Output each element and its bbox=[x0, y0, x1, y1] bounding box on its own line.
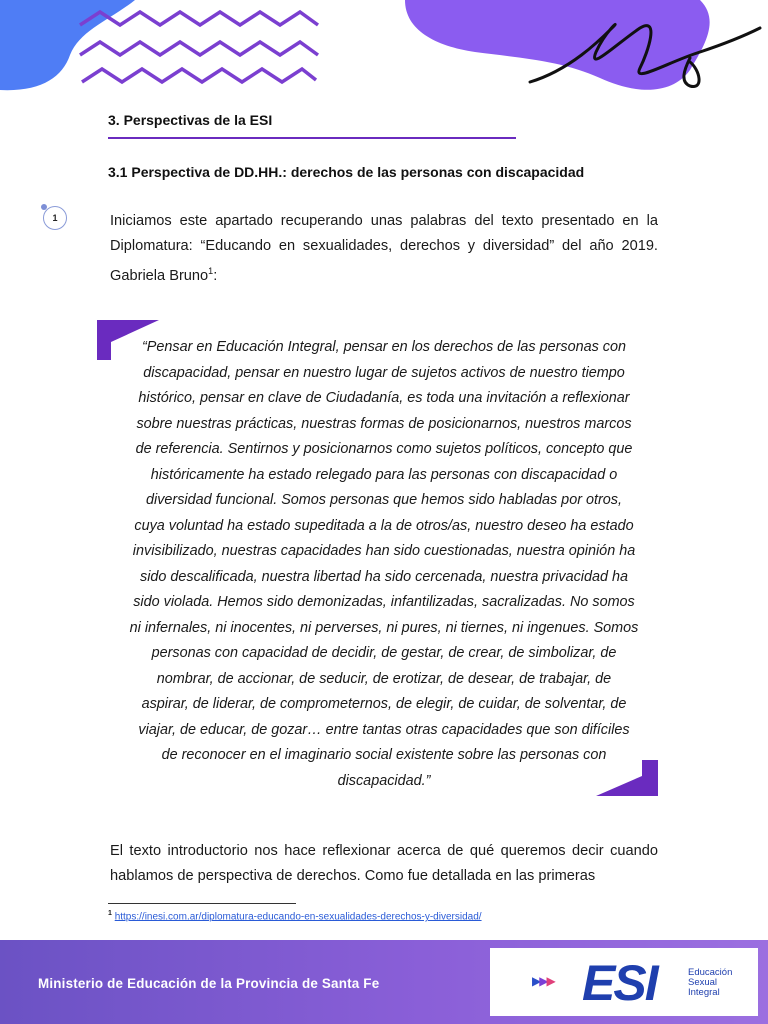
quote-line: sido descalificada, nuestra libertad ha sido cercenada, nuestra privacidad ha bbox=[140, 568, 628, 585]
intro-paragraph bbox=[110, 209, 658, 289]
heading-rule bbox=[108, 137, 516, 139]
outro-paragraph: El texto introductorio nos hace reflexionar acerca de qué queremos decir cuando hablamos de perspectiva de derechos. Como fue detallada en las primeras bbox=[110, 843, 658, 884]
quote-line: aspirar, de liderar, de comprometernos, de elegir, de cuidar, de solventar, de bbox=[141, 696, 627, 712]
esi-logo-subtitle bbox=[688, 968, 732, 998]
quote-line: histórico, pensar en clave de Ciudadanía, es toda una invitación a reflexionar bbox=[138, 390, 630, 406]
intro-text: Iniciamos este apartado recuperando unas palabras del texto presentado en la Diplomatura: “Educando en sexualidades, derechos y diversidad” del año 2019. Gabriela Bruno bbox=[110, 213, 658, 284]
logo-sub-line: Integral bbox=[688, 987, 720, 998]
subsection-heading: 3.1 Perspectiva de DD.HH.: derechos de las personas con discapacidad bbox=[108, 164, 585, 180]
arrows-icon: ▶▶▶ bbox=[532, 974, 554, 988]
footnote-link[interactable]: https://inesi.com.ar/diplomatura-educando-en-sexualidades-derechos-y-diversidad/ bbox=[114, 911, 482, 923]
quote-line: personas con capacidad de decidir, de gestar, de crear, de simbolizar, de bbox=[151, 645, 617, 661]
zigzag-2 bbox=[80, 42, 318, 55]
footnote-reference[interactable]: 1 bbox=[208, 266, 214, 276]
quote-line: sido violada. Hemos sido demonizadas, infantilizadas, sacralizadas. No somos bbox=[133, 594, 635, 610]
quote-line: ni infernales, ni inocentes, ni perverses, ni pures, ni tiernes, ni ingenues. Somos bbox=[129, 619, 639, 636]
ministry-name: Ministerio de Educación de la Provincia de Santa Fe bbox=[38, 976, 380, 991]
footnote-badge[interactable]: 1 bbox=[43, 206, 67, 230]
esi-logo bbox=[490, 948, 758, 1016]
quote-line: diversidad funcional. Somos personas que hemos sido habladas por otros, bbox=[146, 492, 622, 508]
esi-logo-text: ESI bbox=[582, 955, 657, 1011]
footnote-number: 1 bbox=[108, 910, 112, 917]
logo-sub-line: Sexual bbox=[688, 977, 718, 988]
quote-line: cuya voluntad ha estado supeditada a la de otros/as, nuestro deseo ha estado bbox=[134, 517, 634, 534]
section-heading: 3. Perspectivas de la ESI bbox=[108, 112, 273, 128]
quote-line: sobre nuestras prácticas, nuestras formas de posicionarnos, nuestros marcos bbox=[136, 415, 632, 432]
zigzag-3 bbox=[82, 69, 316, 82]
quote-line: de referencia. Sentirnos y posicionarnos como sujetos políticos, concepto que bbox=[135, 441, 633, 457]
logo-sub-line: Educación bbox=[688, 967, 733, 978]
quote-line: históricamente ha estado relegado para las personas con discapacidad o bbox=[150, 466, 618, 483]
quote-line: de reconocer en el imaginario social existente sobre las personas con bbox=[161, 747, 607, 763]
quote-line: “Pensar en Educación Integral, pensar en los derechos de las personas con bbox=[142, 339, 626, 355]
footer-bar bbox=[0, 940, 768, 1024]
quote-line: invisibilizado, nuestras capacidades han sido cuestionadas, nuestra opinión ha bbox=[132, 543, 636, 559]
zigzag-1 bbox=[80, 12, 318, 25]
footnote-rule bbox=[108, 903, 296, 904]
quote-line: discapacidad, pensar en nuestro lugar de sujetos activos de nuestro tiempo bbox=[143, 364, 625, 381]
quote-line: viajar, de educar, de gozar… entre tantas otras capacidades que son difíciles bbox=[138, 721, 630, 738]
intro-tail: : bbox=[213, 267, 218, 284]
purple-blob bbox=[405, 0, 710, 90]
quote-line: discapacidad.” bbox=[337, 772, 431, 789]
quote-block bbox=[110, 335, 658, 794]
header-decoration bbox=[0, 0, 768, 110]
quote-line: nombrar, de accionar, de seducir, de erotizar, de desear, de trabajar, de bbox=[156, 670, 612, 687]
footnote bbox=[108, 910, 482, 922]
